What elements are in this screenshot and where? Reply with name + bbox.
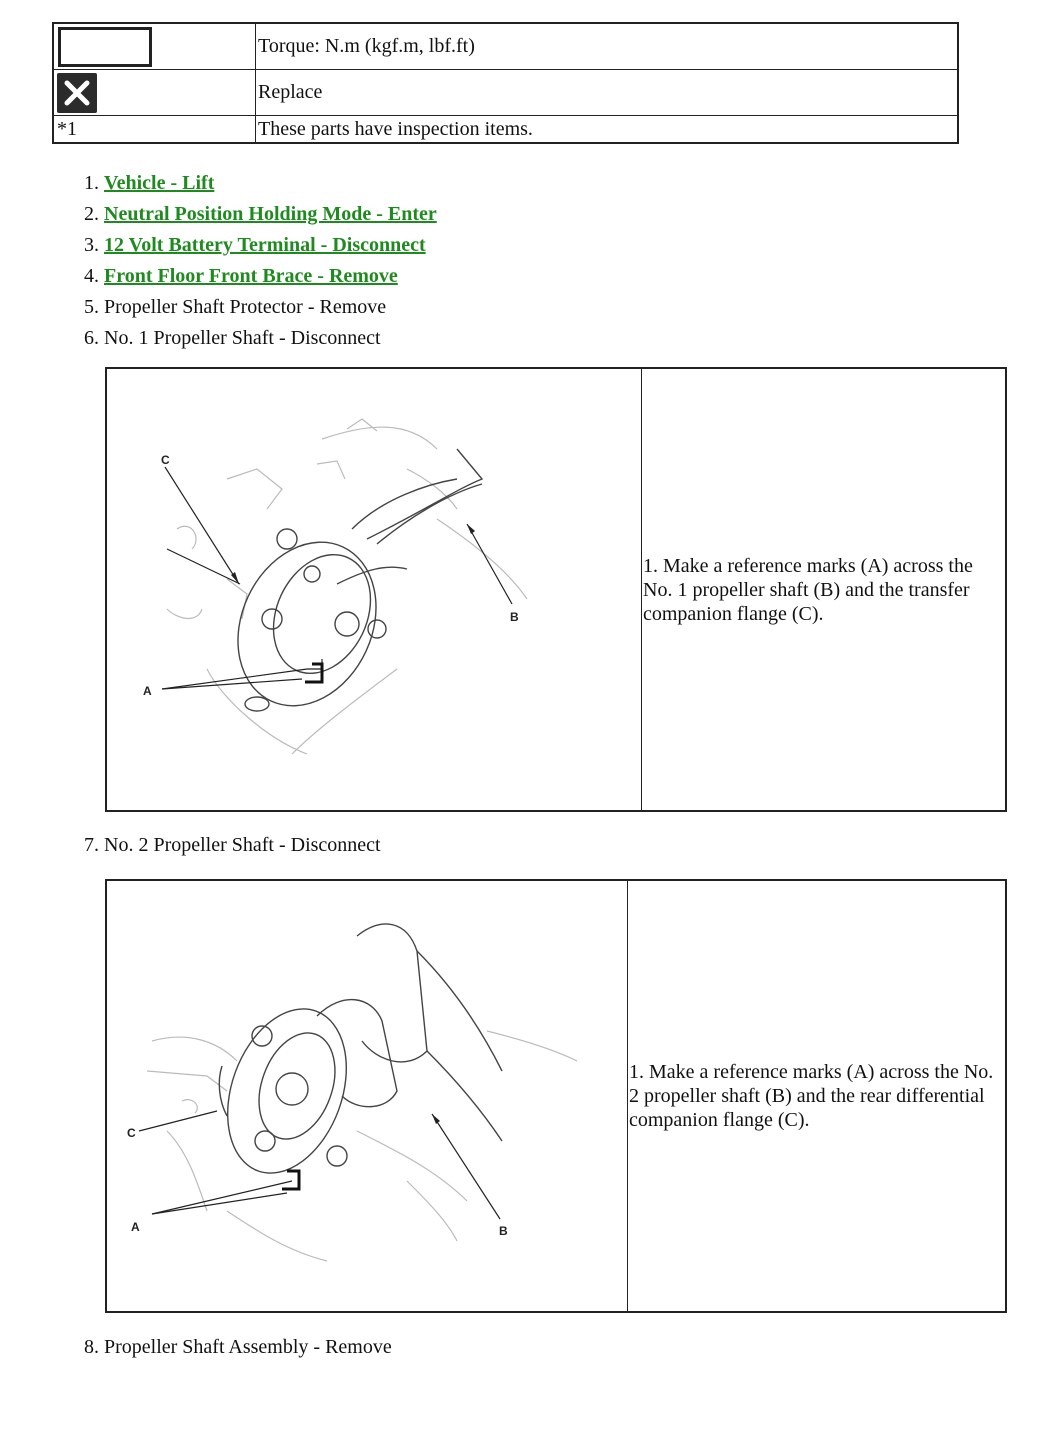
step-item: 1. Vehicle - Lift (84, 172, 215, 194)
label-b: B (510, 610, 519, 624)
legend-row-replace (53, 70, 958, 116)
step-link-front-floor-brace[interactable]: Front Floor Front Brace - Remove (104, 265, 398, 287)
figure-2-instruction-cell (628, 881, 1005, 1311)
legend-symbol-text: *1 (53, 116, 256, 144)
figure-table-2 (105, 879, 1007, 1313)
step-link-neutral-position[interactable]: Neutral Position Holding Mode - Enter (104, 203, 437, 225)
figure-2-instruction: 1. Make a reference marks (A) across the No. 2 propeller shaft (B) and the rear differential companion flange (C). (629, 1061, 994, 1131)
label-b: B (499, 1224, 508, 1238)
step-text: Propeller Shaft Assembly - Remove (104, 1336, 392, 1358)
legend-label: Torque: N.m (kgf.m, lbf.ft) (256, 23, 959, 70)
step-text: No. 2 Propeller Shaft - Disconnect (104, 834, 381, 856)
procedure-steps (84, 168, 437, 354)
step-item: 3. 12 Volt Battery Terminal - Disconnect (84, 234, 426, 256)
step-item: 7. No. 2 Propeller Shaft - Disconnect (84, 834, 381, 856)
legend-label: These parts have inspection items. (256, 116, 959, 144)
torque-symbol (58, 27, 152, 67)
step-text: No. 1 Propeller Shaft - Disconnect (104, 327, 381, 349)
step-link-vehicle-lift[interactable]: Vehicle - Lift (104, 172, 215, 194)
figure-1-illustration (107, 369, 642, 810)
step-item: 5. Propeller Shaft Protector - Remove (84, 296, 387, 318)
step-text: Propeller Shaft Protector - Remove (104, 296, 387, 318)
legend-row-torque (53, 23, 958, 70)
step-item: 6. No. 1 Propeller Shaft - Disconnect (84, 327, 381, 349)
legend-table (52, 22, 959, 144)
figure-2-illustration (107, 881, 628, 1311)
propeller-shaft-1-drawing (107, 369, 641, 810)
figure-table-1 (105, 367, 1007, 812)
label-a: A (131, 1220, 140, 1234)
replace-x-icon (57, 73, 97, 113)
step-item: 4. Front Floor Front Brace - Remove (84, 265, 398, 287)
step-item: 8. Propeller Shaft Assembly - Remove (84, 1336, 392, 1358)
legend-row-inspection (53, 116, 958, 144)
propeller-shaft-2-drawing (107, 881, 627, 1311)
label-a: A (143, 684, 152, 698)
figure-1-instruction: 1. Make a reference marks (A) across the No. 1 propeller shaft (B) and the transfer companion flange (C). (643, 554, 973, 625)
step-link-battery-terminal[interactable]: 12 Volt Battery Terminal - Disconnect (104, 234, 426, 256)
step-item: 2. Neutral Position Holding Mode - Enter (84, 203, 437, 225)
label-c: C (161, 453, 170, 467)
legend-label: Replace (256, 70, 959, 116)
figure-1-instruction-cell (642, 369, 1005, 810)
label-c: C (127, 1126, 136, 1140)
